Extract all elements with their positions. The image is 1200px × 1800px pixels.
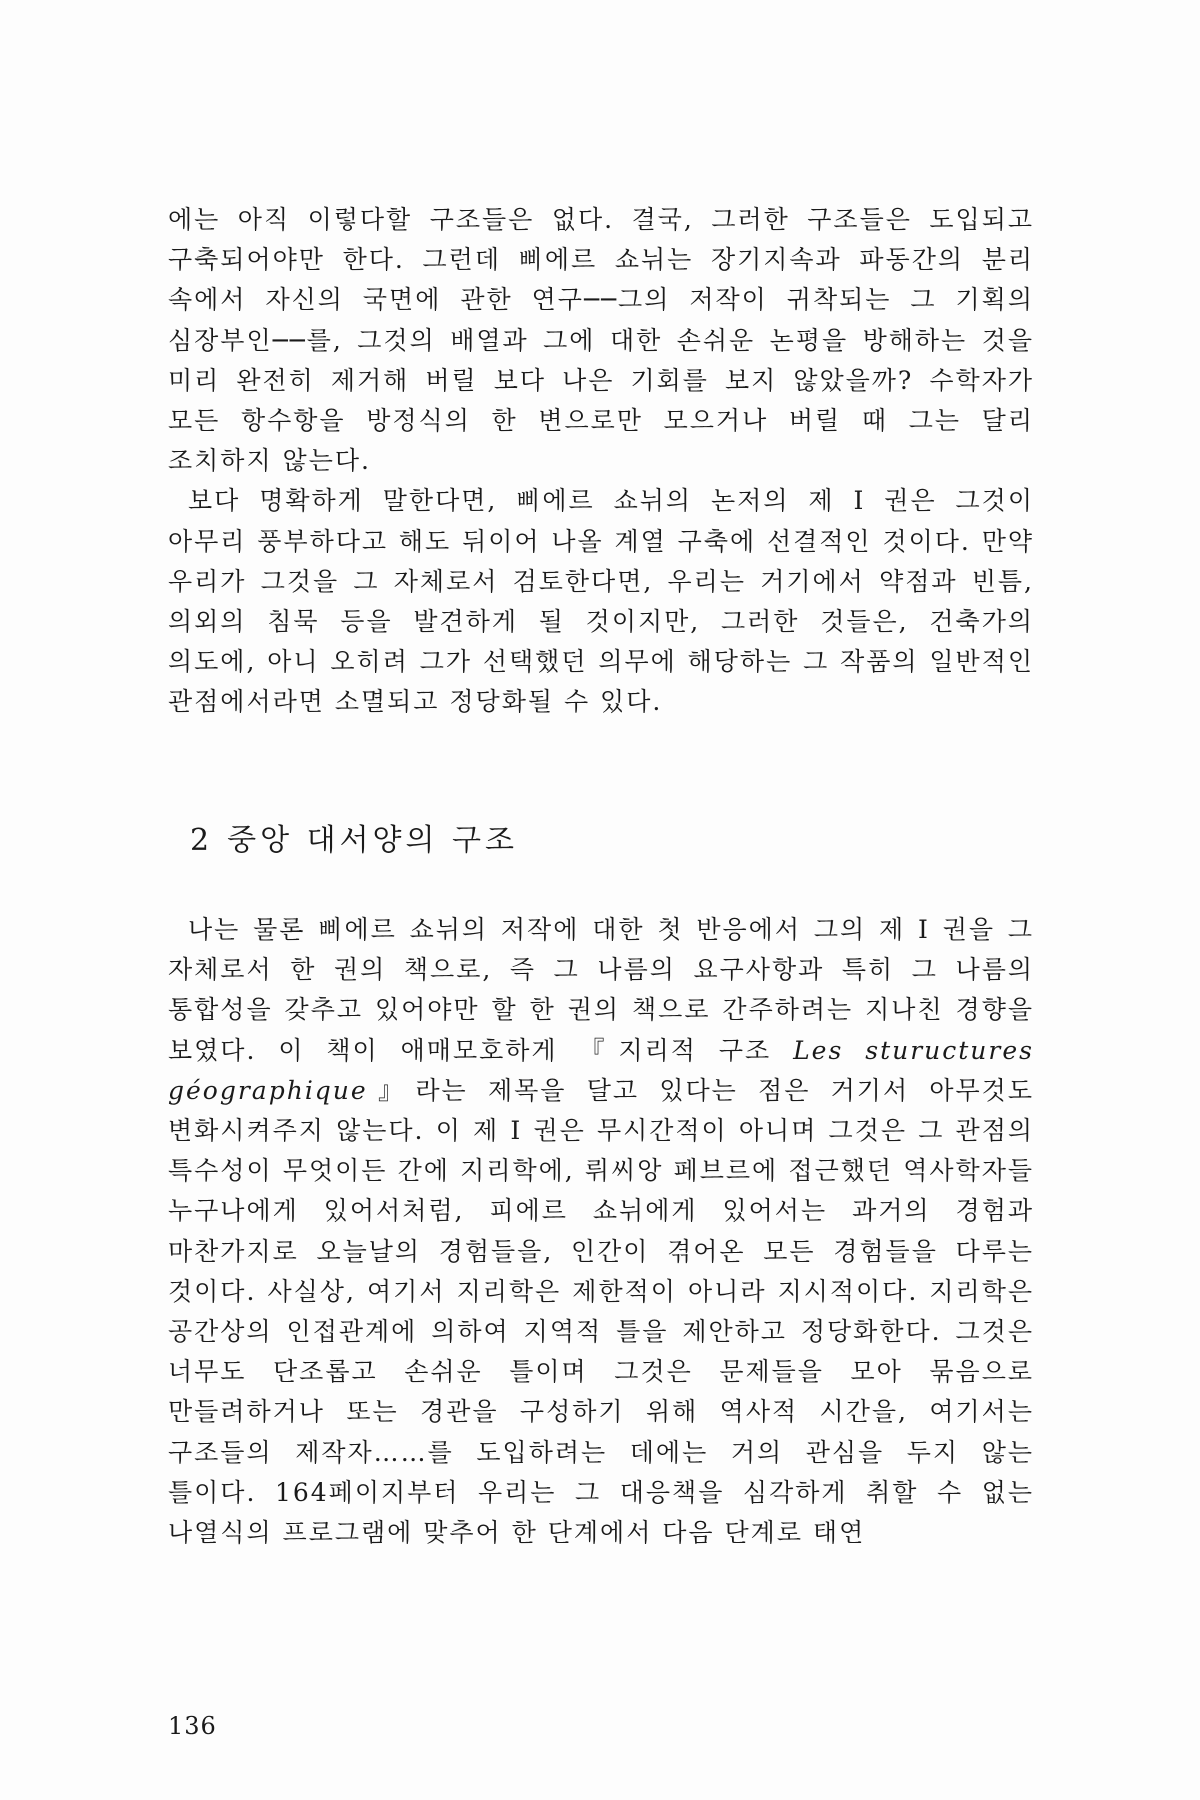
page-number: 136 xyxy=(168,1712,217,1740)
bottom-text-block xyxy=(168,910,1034,1553)
section-title: 중앙 대서양의 구조 xyxy=(227,823,519,858)
paragraph-text-before-italic: 나는 물론 삐에르 쇼뉘의 저작에 대한 첫 반응에서 그의 제 I 권을 그 자체로서 한 권의 책으로, 즉 그 나름의 요구사항과 특히 그 나름의 통합성을 갖추고 있어야만 할 한 권의 책으로 간주하려는 지나친 경향을 보였다. 이 책이 애매모호하게 『지리적 구조 xyxy=(168,915,1034,1065)
section-heading xyxy=(190,815,518,859)
paragraph-second: 보다 명확하게 말한다면, 삐에르 쇼뉘의 논저의 제 I 권은 그것이 아무리 풍부하다고 해도 뒤이어 나올 계열 구축에 선결적인 것이다. 만약 우리가 그것을 그 자체로서 검토한다면, 우리는 거기에서 약점과 빈틈, 의외의 침묵 등을 발견하게 될 것이지만, 그러한 것들은, 건축가의 의도에, 아니 오히려 그가 선택했던 의무에 해당하는 그 작품의 일반적인 관점에서라면 소멸되고 정당화될 수 있다. xyxy=(168,486,1034,717)
paragraph-continued: 에는 아직 이렇다할 구조들은 없다. 결국, 그러한 구조들은 도입되고 구축되어야만 한다. 그런데 삐에르 쇼뉘는 장기지속과 파동간의 분리 속에서 자신의 국면에 관한 연구──그의 저작이 귀착되는 그 기획의 심장부인──를, 그것의 배열과 그에 대한 손쉬운 논평을 방해하는 것을 미리 완전히 제거해 버릴 보다 나은 기회를 보지 않았을까? 수학자가 모든 항수항을 방정식의 한 변으로만 모으거나 버릴 때 그는 달리 조치하지 않는다. xyxy=(168,205,1034,476)
section-number: 2 xyxy=(190,823,214,858)
top-text-block xyxy=(168,200,1034,723)
paragraph-section-body xyxy=(168,910,1034,1553)
italic-book-title: Les stuructures géographique xyxy=(168,1035,1034,1105)
paragraph-text-after-italic: 』라는 제목을 달고 있다는 점은 거기서 아무것도 변화시켜주지 않는다. 이 제 I 권은 무시간적이 아니며 그것은 그 관점의 특수성이 무엇이든 간에 지리학에, 뤼씨앙 페브르에 접근했던 역사학자들 누구나에게 있어서처럼, 피에르 쇼뉘에게 있어서는 과거의 경험과 마찬가지로 오늘날의 경험들을, 인간이 겪어온 모든 경험들을 다루는 것이다. 사실상, 여기서 지리학은 제한적이 아니라 지시적이다. 지리학은 공간상의 인접관계에 의하여 지역적 틀을 제안하고 정당화한다. 그것은 너무도 단조롭고 손쉬운 틀이며 그것은 문제들을 모아 묶음으로 만들려하거나 또는 경관을 구성하기 위해 역사적 시간을, 여기서는 구조들의 제작자……를 도입하려는 데에는 거의 관심을 두지 않는 틀이다. 164페이지부터 우리는 그 대응책을 심각하게 취할 수 없는 나열식의 프로그램에 맞추어 한 단계에서 다음 단계로 태연 xyxy=(168,1075,1034,1548)
